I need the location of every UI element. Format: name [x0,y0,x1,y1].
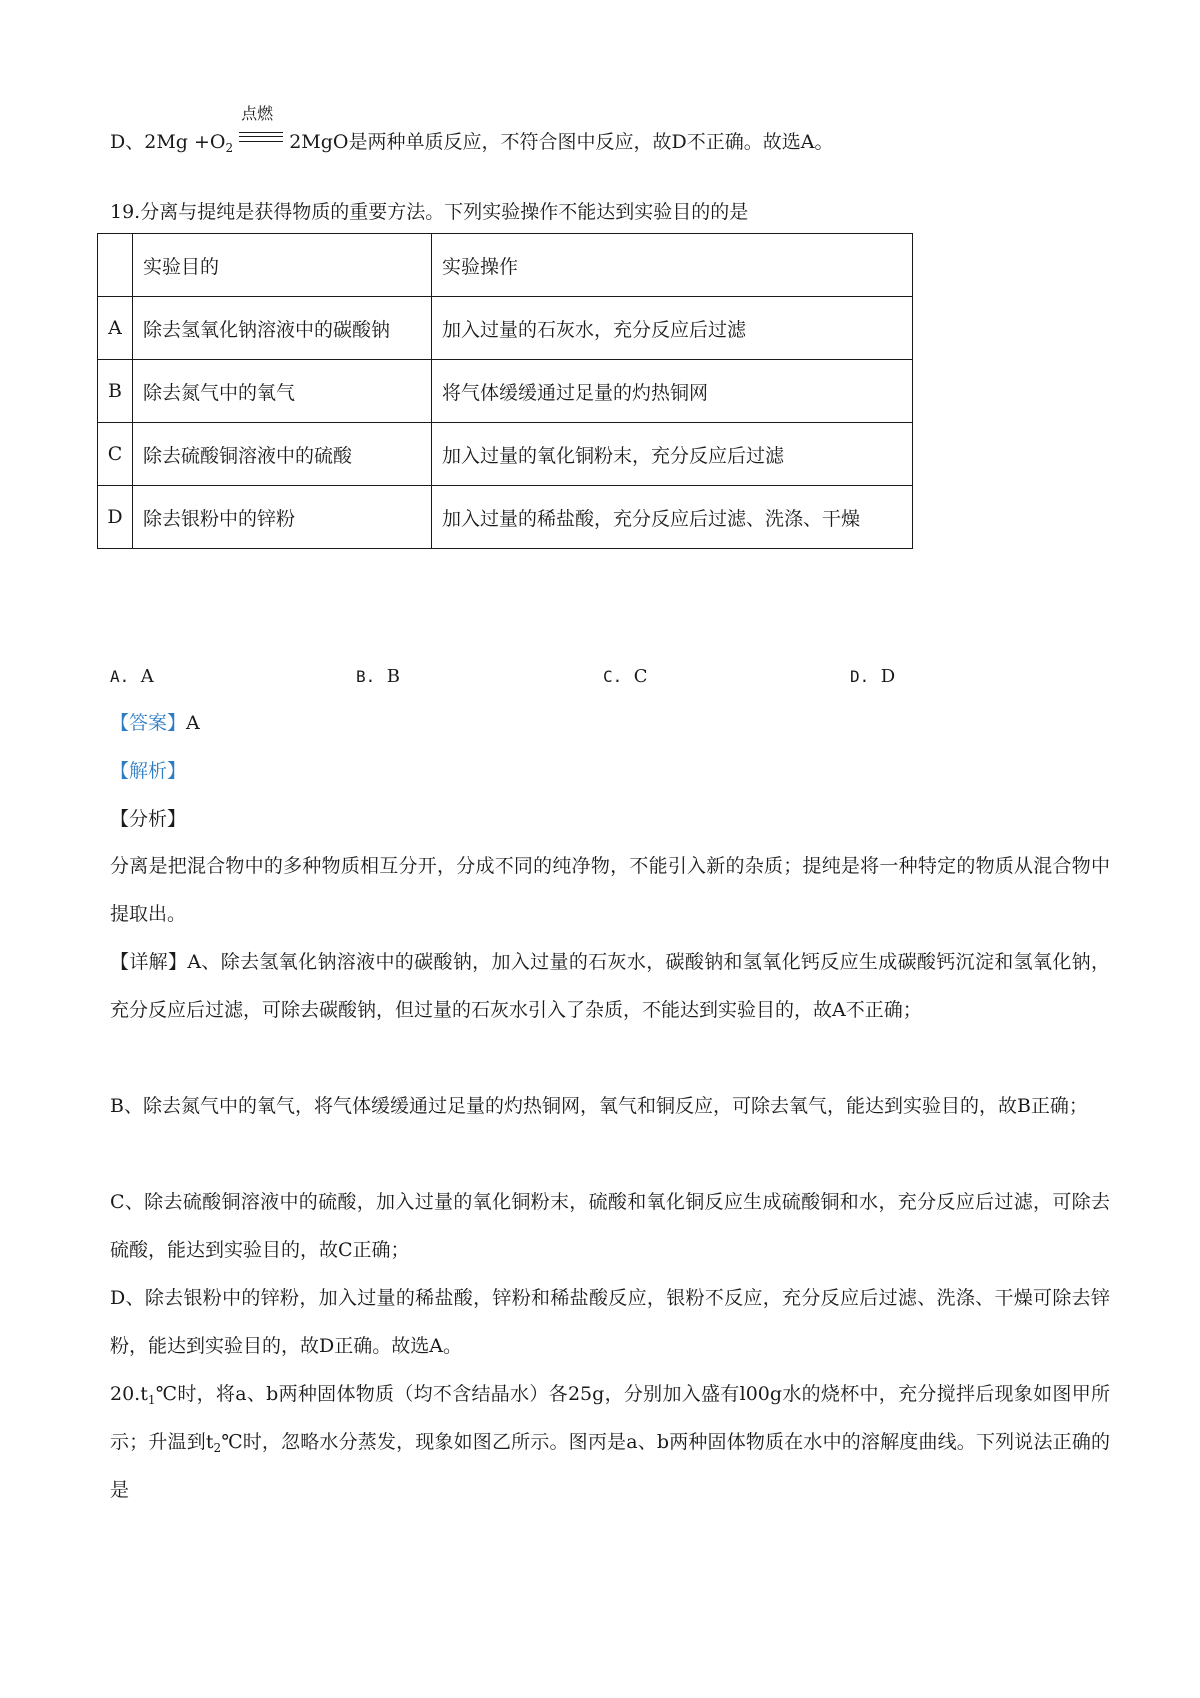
row-operation: 加入过量的石灰水，充分反应后过滤 [432,297,913,360]
fenxi-paragraph: 分离是把混合物中的多种物质相互分开，分成不同的纯净物，不能引入新的杂质；提纯是将一种特定的物质从混合物中提取出。 [110,855,1110,925]
option-a [110,666,154,687]
row-operation: 加入过量的稀盐酸，充分反应后过滤、洗涤、干燥 [432,486,913,549]
table-row [98,297,913,360]
subscript: 2 [213,1441,222,1455]
fenxi-label: 【分析】 [110,808,187,830]
detail-label: 【详解】 [110,951,188,973]
equation-reactants: D、2Mg +O [110,131,226,153]
equation-product: 2MgO [289,131,349,153]
subscript: 2 [225,141,234,155]
option-key: C. [603,667,623,686]
option-b [356,666,400,687]
table-header-operation: 实验操作 [432,234,913,297]
q20-part2: ℃时，将a、b两种固体物质（均不含结晶水）各25g，分别加入盛有l00g水的烧杯中，充分搅拌后现象如图甲所示；升温到t [110,1383,1110,1453]
option-value: C [633,666,648,687]
option-c [603,666,648,687]
answer-label: 【答案】 [110,712,187,734]
table-header-cell [98,234,133,297]
detail-b-paragraph: B、除去氮气中的氧气，将气体缓缓通过足量的灼热铜网，氧气和铜反应，可除去氧气，能达到实验目的，故B正确； [110,1095,1088,1117]
row-operation: 将气体缓缓通过足量的灼热铜网 [432,360,913,423]
row-operation: 加入过量的氧化铜粉末，充分反应后过滤 [432,423,913,486]
row-goal: 除去氢氧化钠溶液中的碳酸钠 [133,297,432,360]
option-key: D. [850,667,870,686]
row-key: C [98,423,133,486]
subscript: 1 [147,1393,156,1407]
question-20-stem [110,1370,1110,1514]
detail-c-paragraph: C、除去硫酸铜溶液中的硫酸，加入过量的氧化铜粉末，硫酸和氧化铜反应生成硫酸铜和水，充分反应后过滤，可除去硫酸，能达到实验目的，故C正确； [110,1191,1110,1261]
row-key: B [98,360,133,423]
option-value: A [140,666,154,687]
option-value: B [386,666,400,687]
detail-a-paragraph [110,938,1110,1034]
answer-line [110,714,200,733]
table-header-row [98,234,913,297]
prev-d-explanation: 是两种单质反应，不符合图中反应，故D不正确。故选A。 [348,131,834,153]
reaction-condition: 点燃 [241,104,274,123]
option-value: D [880,666,896,687]
table-row [98,486,913,549]
reaction-arrow [239,104,283,148]
answer-value: A [186,712,200,734]
q20-part3: ℃时，忽略水分蒸发，现象如图乙所示。图丙是a、b两种固体物质在水中的溶解度曲线。下列说法正确的是 [110,1431,1110,1501]
row-goal: 除去氮气中的氧气 [133,360,432,423]
q20-part1: 20.t [110,1383,148,1405]
row-goal: 除去硫酸铜溶液中的硫酸 [133,423,432,486]
table-header-goal: 实验目的 [133,234,432,297]
row-key: D [98,486,133,549]
question-19-stem: 19.分离与提纯是获得物质的重要方法。下列实验操作不能达到实验目的的是 [110,201,749,223]
experiment-table [97,233,913,549]
row-key: A [98,297,133,360]
table-row [98,360,913,423]
equal-sign-bars [239,132,283,142]
detail-a-text: A、除去氢氧化钠溶液中的碳酸钠，加入过量的石灰水，碳酸钠和氢氧化钙反应生成碳酸钙沉淀和氢氧化钠，充分反应后过滤，可除去碳酸钠，但过量的石灰水引入了杂质，不能达到实验目的，故A不正确； [110,951,1110,1021]
detail-d-paragraph: D、除去银粉中的锌粉，加入过量的稀盐酸，锌粉和稀盐酸反应，银粉不反应，充分反应后过滤、洗涤、干燥可除去锌粉，能达到实验目的，故D正确。故选A。 [110,1287,1110,1357]
option-key: B. [356,667,376,686]
option-key: A. [110,667,130,686]
prev-option-d-line [110,104,834,155]
row-goal: 除去银粉中的锌粉 [133,486,432,549]
option-d [850,666,895,687]
table-row [98,423,913,486]
analysis-label: 【解析】 [110,760,187,782]
